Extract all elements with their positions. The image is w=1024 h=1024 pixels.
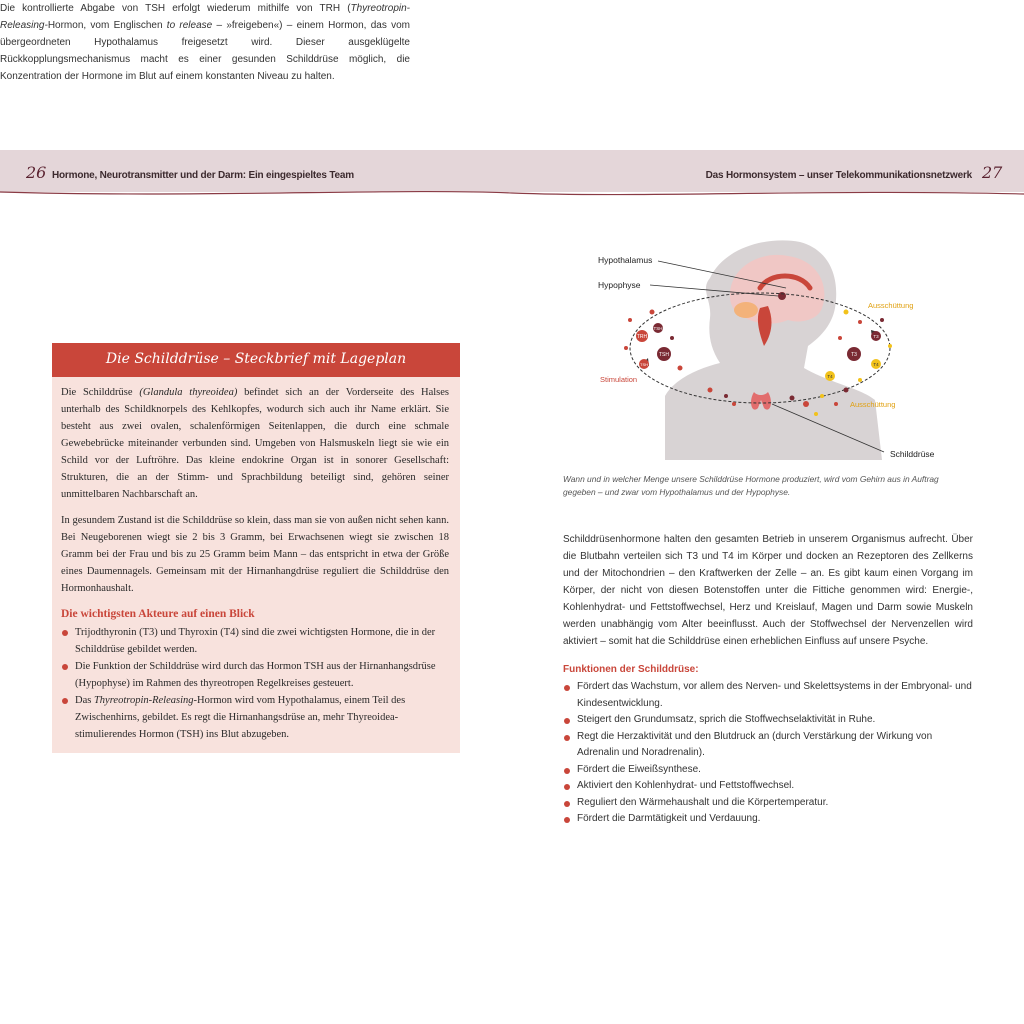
info-box-body — [61, 384, 449, 743]
list-item: Trijodthyronin (T3) und Thyroxin (T4) sind die zwei wichtigsten Hormone, die in der Schilddrüse gebildet werden. — [61, 624, 449, 658]
list-item: Aktiviert den Kohlenhydrat- und Fettstoffwechsel. — [563, 778, 973, 795]
right-page-number: 27 — [982, 163, 1003, 182]
list-item: Das Thyreotropin-Releasing-Hormon wird vom Hypothalamus, einem Teil des Zwischenhirns, gebildet. Es regt die Hirnanhangsdrüse an, mehr Thyreoidea-stimulierendes Hormon (TSH) ins Blut abzugeben. — [61, 692, 449, 743]
label-hypothalamus: Hypothalamus — [598, 255, 653, 265]
functions-list — [563, 679, 973, 828]
svg-text:T4: T4 — [827, 374, 833, 379]
actors-list — [61, 624, 449, 743]
label-schilddruese: Schilddrüse — [890, 449, 935, 459]
svg-text:T3: T3 — [851, 352, 857, 358]
left-intro-paragraph: Die kontrollierte Abgabe von TSH erfolgt wiederum mithilfe von TRH (Thyreotropin-Releasing-Hormon, vom Englischen to release – »freigeben«) – einem Hormon, das vom übergeordneten Hypothalamus freigesetzt wird. Dieser ausgeklügelte Rückkopplungsmechanismus macht es einer gesunden Schilddrüse möglich, die Konzentration der Hormone im Blut auf einem konstanten Niveau zu halten. — [0, 3, 410, 82]
list-item: Regt die Herzaktivität und den Blutdruck an (durch Verstärkung der Wirkung von Adrenalin und Noradrenalin). — [563, 729, 973, 762]
info-box-subheading: Die wichtigsten Akteure auf einen Blick — [61, 608, 255, 620]
right-running-title: Das Hormonsystem – unser Telekommunikationsnetzwerk — [705, 170, 972, 181]
functions-subheading: Funktionen der Schilddrüse: — [563, 664, 699, 675]
svg-text:TRH: TRH — [636, 334, 648, 340]
svg-text:T4: T4 — [873, 362, 879, 367]
list-item: Fördert die Eiweißsynthese. — [563, 762, 973, 779]
list-item: Reguliert den Wärmehaushalt und die Körpertemperatur. — [563, 795, 973, 812]
list-item: Die Funktion der Schilddrüse wird durch das Hormon TSH aus der Hirnanhangsdrüse (Hypophyse) im Rahmen des thyreotropen Regelkreises gesteuert. — [61, 658, 449, 692]
thyroid-regulation-diagram — [560, 228, 980, 468]
info-box-header — [52, 343, 460, 377]
label-stimulation: Stimulation — [600, 375, 638, 384]
list-item: Fördert die Darmtätigkeit und Verdauung. — [563, 811, 973, 828]
list-item: Fördert das Wachstum, vor allem des Nerven- und Skelettsystems in der Embryonal- und Kindesentwicklung. — [563, 679, 973, 712]
label-ausschuettung-bottom: Ausschüttung — [850, 400, 896, 409]
left-page-number: 26 — [26, 163, 47, 182]
info-box-paragraph-2: In gesundem Zustand ist die Schilddrüse so klein, dass man sie von außen nicht sehen kann. Bei Neugeborenen wiegt sie 2 bis 3 Gramm, bei Erwachsenen wiegt sie zwischen 18 Gramm bei der Frau und bis zu 25 Gramm beim Mann – das entspricht in etwa der Größe eines Daumennagels. Gemeinsam mit der Hirnanhangdrüse reguliert die Schilddrüse den Hormonhaushalt. — [61, 515, 449, 594]
header-wave-divider — [0, 186, 1024, 202]
list-item: Steigert den Grundumsatz, sprich die Stoffwechselaktivität in Ruhe. — [563, 712, 973, 729]
svg-text:T3: T3 — [873, 334, 879, 339]
diagram-caption: Wann und in welcher Menge unsere Schilddrüse Hormone produziert, wird vom Gehirn aus in Auftrag gegeben – und zwar vom Hypothalamus und der Hypophyse. — [563, 474, 939, 497]
svg-text:TSH: TSH — [653, 326, 663, 331]
info-box-paragraph-1: Die Schilddrüse (Glandula thyreoidea) befindet sich an der Vorderseite des Halses unterhalb des Schildknorpels des Kehlkopfes, wodurch sich auch ihr Name erklärt. Sie besteht aus zwei ovalen, schalenförmigen Seitenlappen, die durch eine schmale Gewebebrücke miteinander verbunden sind. Umgeben von Halsmuskeln liegt sie wie ein Schild vor der Luftröhre. Das kleine endokrine Organ ist in sonorer Gesellschaft: Strukturen, die an der Stimm- und Sprachbildung beteiligt sind, gehören seiner unmittelbaren Nachbarschaft an. — [61, 387, 449, 500]
svg-text:TSH: TSH — [640, 362, 648, 367]
cerebellum — [734, 302, 758, 318]
hypophyse-marker — [778, 292, 786, 300]
right-paragraph: Schilddrüsenhormone halten den gesamten Betrieb in unserem Organismus aufrecht. Über die Blutbahn verteilen sich T3 und T4 im Körper und docken an Rezeptoren des Zellkerns und der Mitochondrien – den Kraftwerken der Zelle – an. Es gibt kaum einen Vorgang im Körper, der nicht von diesen Botenstoffen unter die Fittiche genommen wird: Energie-, Kohlenhydrat- und Fettstoffwechsel, Herz und Kreislauf, Magen und Darm sowie Muskeln werden unabhängig vom Alter beeinflusst. Auch der Stoffwechsel der Nervenzellen wird aktiviert – somit hat die Schilddrüse einen erheblichen Einfluss auf unsere Psyche. — [563, 534, 973, 647]
info-box-title: Die Schilddrüse – Steckbrief mit Lageplan — [105, 351, 407, 367]
left-running-title: Hormone, Neurotransmitter und der Darm: Ein eingespieltes Team — [52, 170, 354, 181]
svg-text:TSH: TSH — [659, 352, 669, 358]
label-ausschuettung-top: Ausschüttung — [868, 301, 914, 310]
label-hypophyse: Hypophyse — [598, 280, 641, 290]
